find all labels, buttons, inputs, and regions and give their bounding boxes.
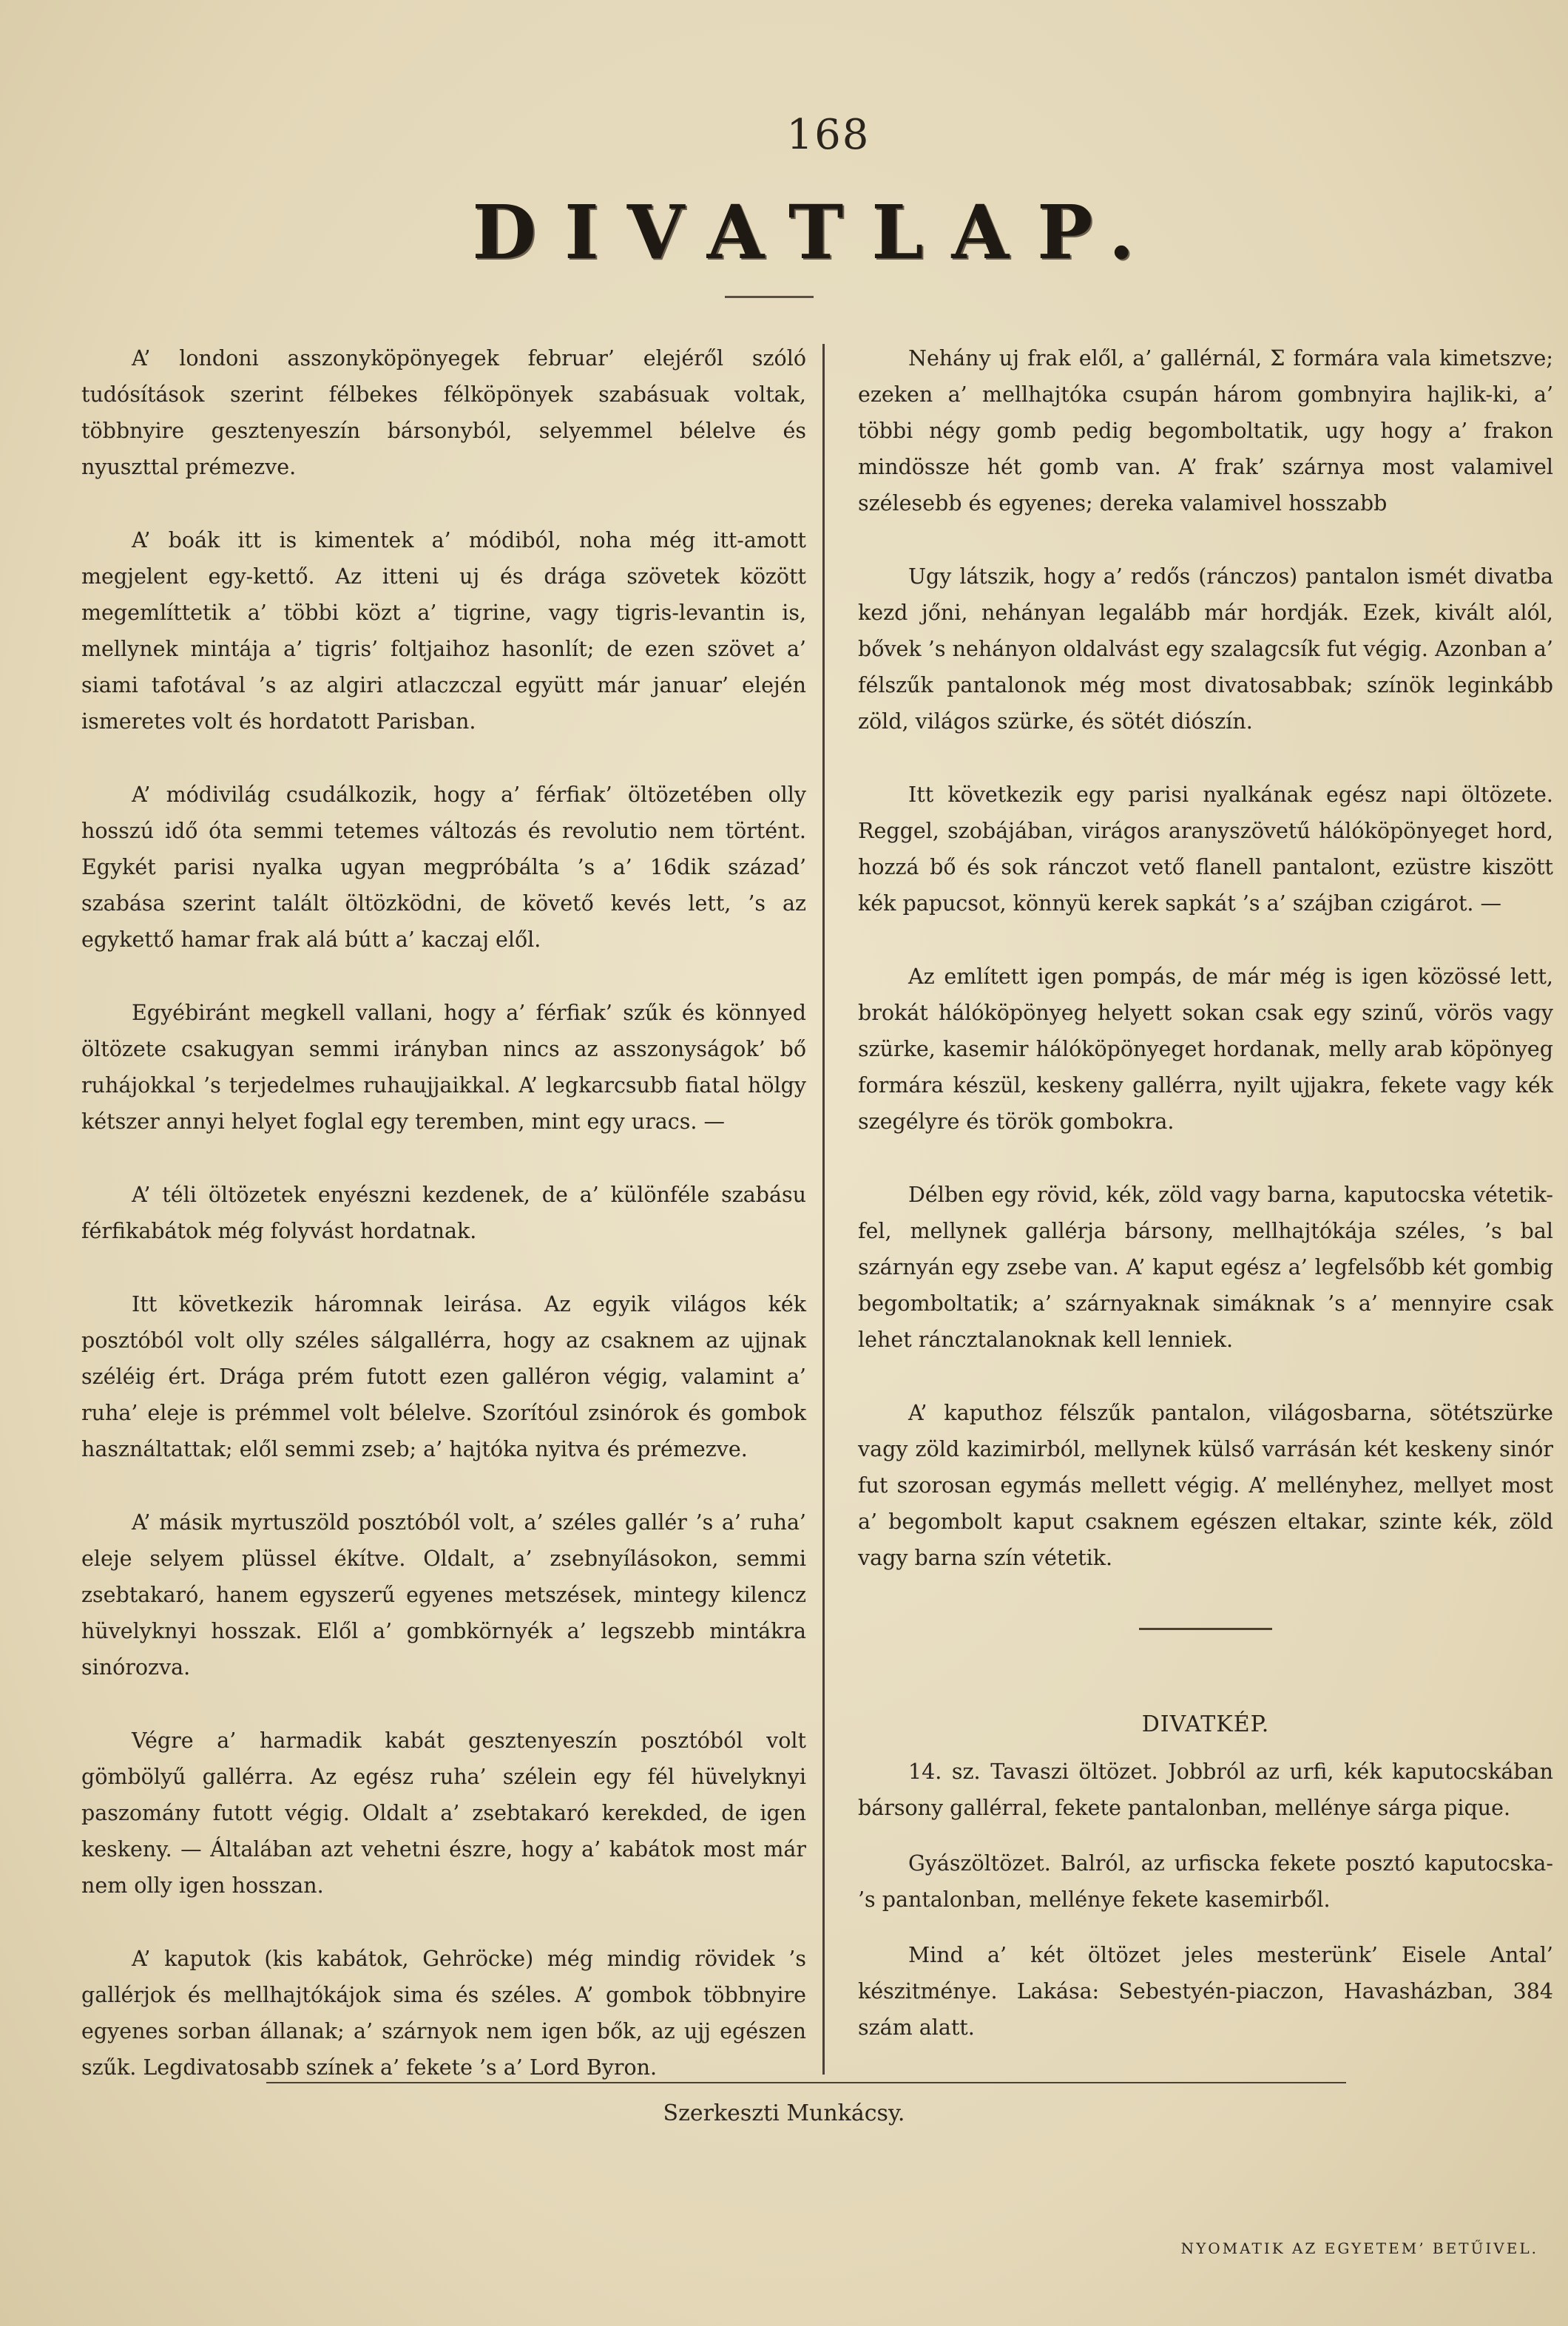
paragraph-second-coat: A’ másik myrtuszöld posztóból volt, a’ széles gallér ’s a’ ruha’ eleje selyem plüssel ékítve. Oldalt, a’ zsebnyílásokon, semmi zsebtakaró, hanem egyszerű egyenes metszések, mintegy kilencz hüvelyknyi hosszak. Elől a’ gombkörnyék a’ legszebb mintákra sinórozva. xyxy=(81,1510,806,1680)
footer-rule xyxy=(266,2082,1346,2083)
divatkep-item-mourning: Gyászöltözet. Balról, az urfiscka fekete posztó kaputocska- ’s pantalonban, mellénye fekete kasemirből. xyxy=(858,1851,1553,1912)
paragraph-dressing-gown: Az említett igen pompás, de már még is igen közössé lett, brokát hálóköpönyeg helyett sokan csak egy szinű, vörös vagy szürke, kasemir hálóköpönyeget hordanak, melly arab köpönyeg formára készül, keskeny gallérra, nyilt ujjakra, fekete vagy kék szegélyre és török gombokra. xyxy=(858,964,1553,1134)
column-divider xyxy=(822,344,825,2075)
editor-credit: Szerkeszti Munkácsy. xyxy=(663,2100,905,2126)
paragraph-winter-coats: A’ téli öltözetek enyészni kezdenek, de a’ különféle szabásu férfikabátok még folyvást hordatnak. xyxy=(81,1183,806,1243)
divatkep-item-maker: Mind a’ két öltözet jeles mesterünk’ Eisele Antal’ készitménye. Lakása: Sebestyén-piaczon, Havasházban, 384 szám alatt. xyxy=(858,1943,1553,2040)
masthead-rule xyxy=(725,296,814,298)
paragraph-comparison: Egyébiránt megkell vallani, hogy a’ férfiak’ szűk és könnyed öltözete csakugyan semmi irányban nincs az asszonyságok’ bő ruhájokkal ’s terjedelmes ruhaujjaikkal. A’ legkarcsubb fiatal hölgy kétszer annyi helyet foglal egy teremben, mint egy uracs. — xyxy=(81,1001,806,1134)
paragraph-daily-outfit: Itt következik egy parisi nyalkának egész napi öltözete. Reggel, szobájában, virágos aranyszövetű hálóköpönyeget hord, hozzá bő és sok ránczot vető flanell pantalont, ezüstre kiszött kék papucsot, könnyü kerek sapkát ’s a’ szájban czigárot. — xyxy=(858,782,1553,916)
paragraph-mens-fashion: A’ módivilág csudálkozik, hogy a’ férfiak’ öltözetében olly hosszú idő óta semmi tetemes változás és revolutio nem történt. Egykét parisi nyalka ugyan megpróbálta ’s a’ 16dik század’ szabása szerint talált öltözködni, de követő kevés lett, ’s az egykettő hamar frak alá bútt a’ kaczaj elől. xyxy=(81,782,806,952)
paragraph-new-fracks: Nehány uj frak elől, a’ gallérnál, Σ formára vala kimetszve; ezeken a’ mellhajtóka csupán három gombnyira hajlik-ki, a’ többi négy gomb pedig begomboltatik, ugy hogy a’ frakon mindössze hét gomb van. A’ frak’ szárnya most valamivel szélesebb és egyenes; dereka valamivel hosszabb xyxy=(858,346,1553,515)
divatkep-heading: DIVATKÉP. xyxy=(1141,1711,1270,1737)
printer-credit: NYOMATIK AZ EGYETEM’ BETŰIVEL. xyxy=(1180,2239,1538,2257)
paragraph-first-coat: Itt következik háromnak leirása. Az egyik világos kék posztóból volt olly széles sálgallérra, hogy az csaknem az ujjnak széléig ért. Drága prém futott ezen galléron végig, valamint a’ ruha’ eleje is prémmel volt bélelve. Szorítóul zsinórok és gombok használtattak; elől semmi zseb; a’ hajtóka nyitva és prémezve. xyxy=(81,1292,806,1461)
page-number: 168 xyxy=(786,111,871,159)
paragraph-third-coat: Végre a’ harmadik kabát gesztenyeszín posztóból volt gömbölyű gallérra. Az egész ruha’ szélein egy fél hüvelyknyi paszomány futott végig. Oldalt a’ zsebtakaró kerekded, de igen keskeny. — Általában azt vehetni észre, hogy a’ kabátok most már nem olly igen hosszan. xyxy=(81,1728,806,1898)
masthead-title: DIVATLAP. xyxy=(472,189,1163,276)
paragraph-kaput-pantalon: A’ kaputhoz félszűk pantalon, világosbarna, sötétszürke vagy zöld kazimirból, mellynek külső varrásán két keskeny sinór fut szorosan egymás mellett végig. A’ mellényhez, mellyet most a’ begombolt kaput csaknem egészen eltakar, szinte kék, zöld vagy barna szín vétetik. xyxy=(858,1401,1553,1570)
right-column xyxy=(858,340,1553,2083)
divatkep-item-spring: 14. sz. Tavaszi öltözet. Jobbról az urfi, kék kaputocskában bársony gallérral, fekete pantalonban, mellénye sárga pique. xyxy=(858,1759,1553,1820)
paragraph-boas-fabrics: A’ boák itt is kimentek a’ módiból, noha még itt-amott megjelent egy-kettő. Az itteni uj és drága szövetek között megemlíttetik a’ többi közt a’ tigrine, vagy tigris-levantin is, mellynek mintája a’ tigris’ foltjaihoz hasonlít; de ezen szövet a’ siami tafotával ’s az algiri atlaczczal együtt már januar’ elején ismeretes volt és hordatott Parisban. xyxy=(81,528,806,734)
paragraph-london-cloaks: A’ londoni asszonyköpönyegek februar’ elejéről szóló tudósítások szerint félbekes félköpönyek szabásuak voltak, többnyire gesztenyeszín bársonyból, selyemmel bélelve és nyuszttal prémezve. xyxy=(81,346,806,479)
paragraph-kaputok: A’ kaputok (kis kabátok, Gehröcke) még mindig rövidek ’s gallérjok és mellhajtókájok sima és széles. A’ gombok többnyire egyenes sorban állanak; a’ szárnyok nem igen bők, az ujj egészen szűk. Legdivatosabb színek a’ fekete ’s a’ Lord Byron. xyxy=(81,1947,806,2080)
left-column xyxy=(81,340,806,2123)
section-rule xyxy=(1139,1628,1272,1630)
paragraph-midday-kaput: Délben egy rövid, kék, zöld vagy barna, kaputocska vétetik-fel, mellynek gallérja bársony, mellhajtókája széles, ’s bal szárnyán egy zsebe van. A’ kaput egész a’ legfelsőbb két gombig begomboltatik; a’ szárnyaknak simáknak ’s a’ mennyire csak lehet ráncztalanoknak kell lenniek. xyxy=(858,1183,1553,1352)
paragraph-pantaloons: Ugy látszik, hogy a’ redős (ránczos) pantalon ismét divatba kezd jőni, nehányan legalább már hordják. Ezek, kivált alól, bővek ’s nehányon oldalvást egy szalagcsík fut végig. Azonban a’ félszűk pantalonok még most divatosabbak; színök leginkább zöld, világos szürke, és sötét diószín. xyxy=(858,564,1553,734)
